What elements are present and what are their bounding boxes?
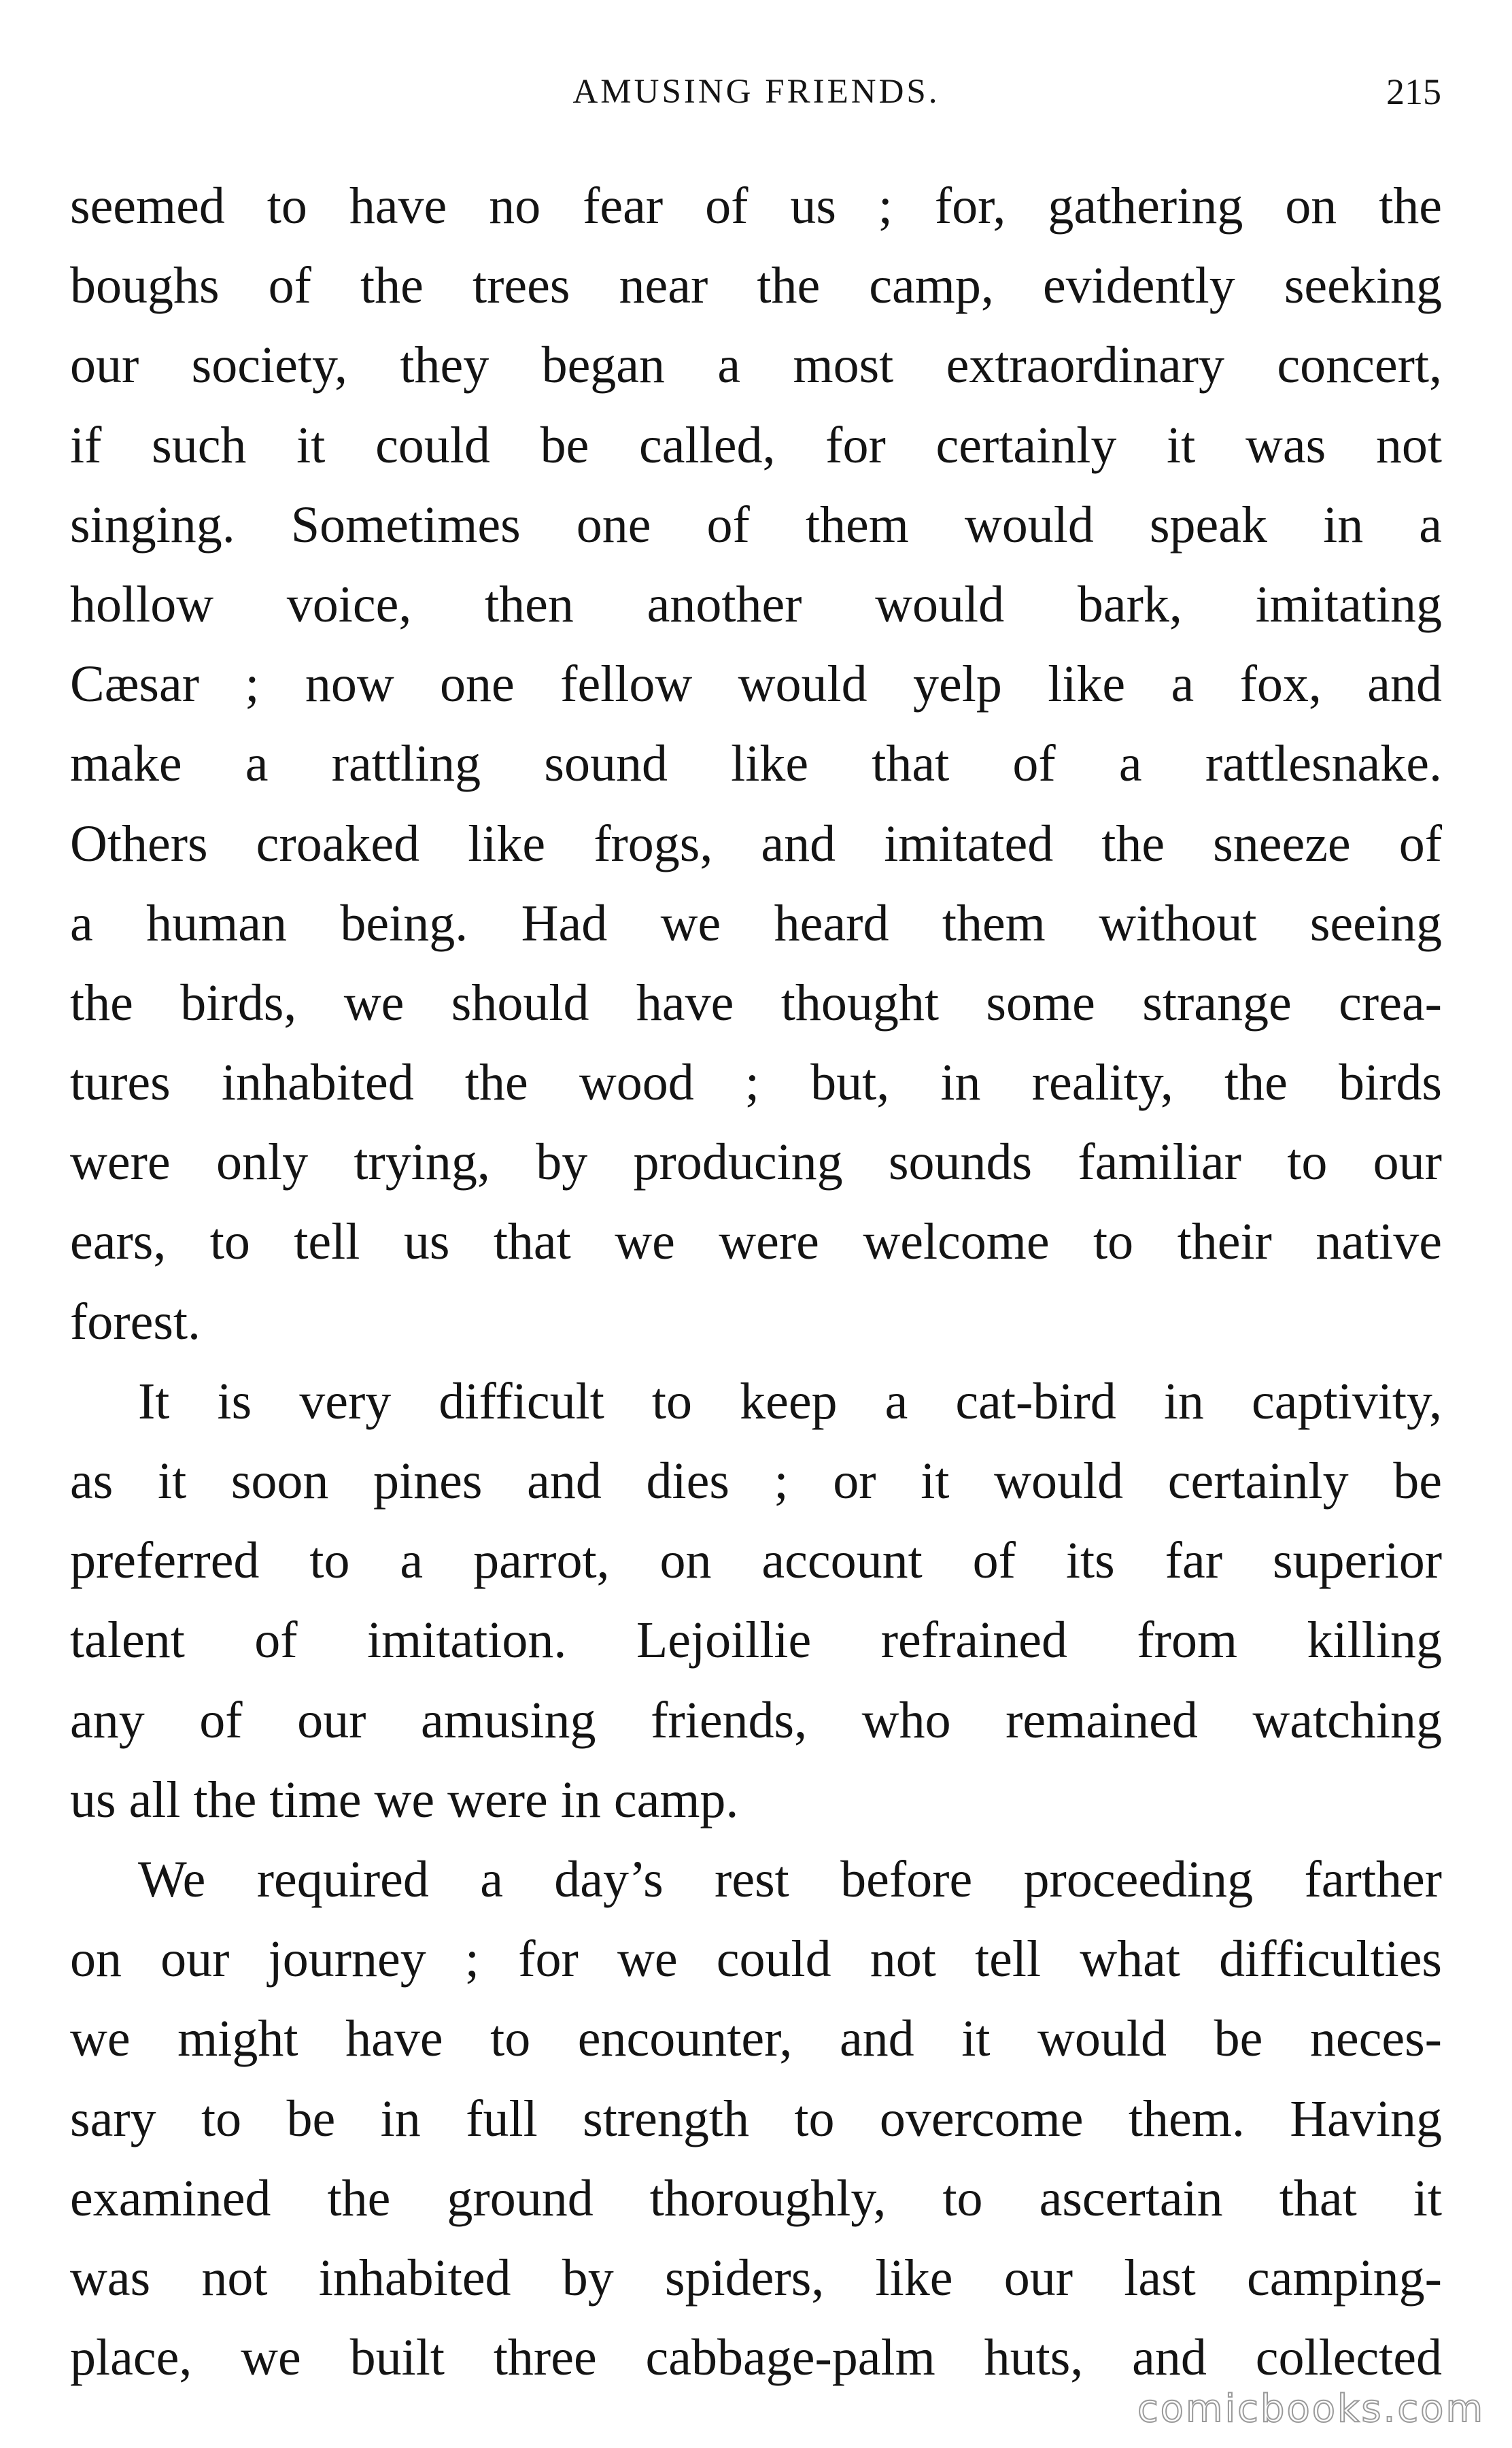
text-line: ears, to tell us that we were welcome to their native [70,1213,1442,1271]
text-line: sary to be in full strength to overcome them. Having [70,2090,1442,2147]
running-head [71,65,1441,119]
text-line: boughs of the trees near the camp, evidently seeking [70,257,1442,315]
text-line: seemed to have no fear of us ; for, gathering on the [70,177,1442,235]
text-line: our society, they began a most extraordinary concert, [70,337,1442,394]
text-line: It is very difficult to keep a cat-bird in captivity, [138,1372,1442,1430]
text-line: if such it could be called, for certainly it was not [70,416,1442,474]
text-line: singing. Sometimes one of them would speak in a [70,496,1442,554]
text-line: on our journey ; for we could not tell what difficulties [70,1931,1442,1988]
paragraph-2 [70,1362,1442,1840]
text-line: hollow voice, then another would bark, imitating [70,575,1442,633]
text-line: place, we built three cabbage-palm huts, and collected [70,2329,1442,2387]
text-line: us all the time we were in camp. [70,1771,739,1829]
running-title: AMUSING FRIENDS. [572,73,940,111]
watermark: comicbooks.com [1137,2387,1485,2431]
body-text [70,167,1442,2398]
text-line: forest. [70,1293,201,1350]
text-line: was not inhabited by spiders, like our last camping- [70,2249,1442,2307]
paragraph-1 [70,167,1442,1362]
text-line: any of our amusing friends, who remained watching [70,1691,1442,1749]
text-line: Cæsar ; now one fellow would yelp like a fox, and [70,656,1442,713]
text-line: make a rattling sound like that of a rattlesnake. [70,735,1442,793]
text-line: the birds, we should have thought some strange crea- [70,974,1442,1032]
text-line: as it soon pines and dies ; or it would certainly be [70,1452,1442,1510]
text-line: talent of imitation. Lejoillie refrained from killing [70,1612,1442,1669]
paragraph-3 [70,1840,1442,2398]
text-line: were only trying, by producing sounds familiar to our [70,1134,1442,1191]
text-line: we might have to encounter, and it would be neces- [70,2010,1442,2068]
text-line: Others croaked like frogs, and imitated the sneeze of [70,815,1442,872]
text-line: examined the ground thoroughly, to ascertain that it [70,2169,1442,2227]
text-line: We required a day’s rest before proceeding farther [138,1850,1442,1908]
text-line: preferred to a parrot, on account of its far superior [70,1532,1442,1590]
text-line: a human being. Had we heard them without seeing [70,894,1442,952]
text-line: tures inhabited the wood ; but, in reality, the birds [70,1054,1442,1112]
page-number: 215 [1386,71,1441,112]
